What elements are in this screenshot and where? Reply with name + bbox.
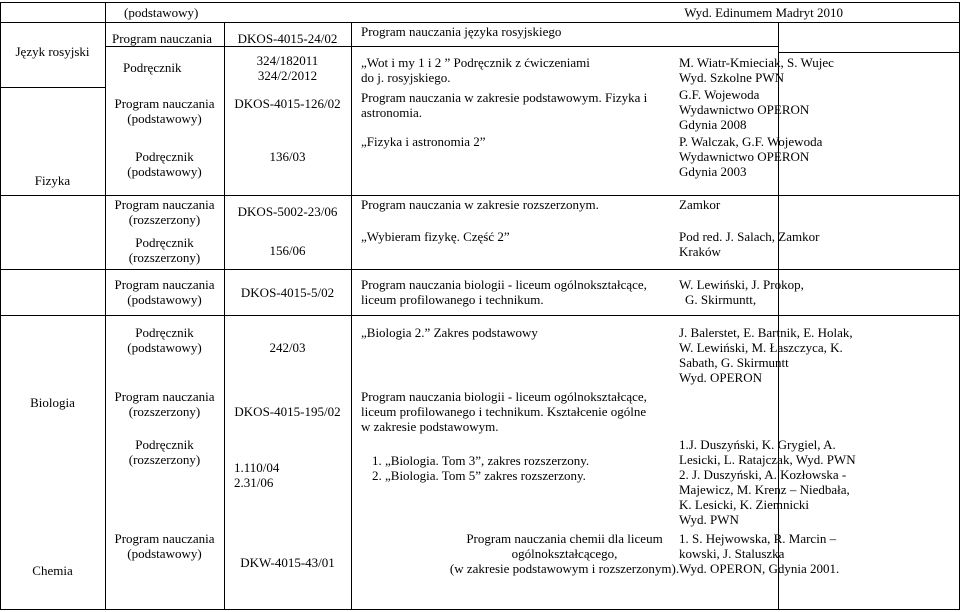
program-title: Program nauczania biologii - liceum ogólnokształcące, liceum profilowanego i technikum.: [361, 277, 647, 307]
subject-russian: Język rosyjski: [15, 44, 90, 59]
author-publisher: G.F. Wojewoda Wydawnictwo OPERON Gdynia 2008: [679, 87, 810, 132]
author-publisher: P. Walczak, G.F. Wojewoda Wydawnictwo OPERON Gdynia 2003: [679, 134, 823, 179]
approval-code: DKOS-4015-195/02: [234, 404, 341, 419]
top-right-publisher: Wyd. Edinumem Madryt 2010: [684, 5, 843, 20]
textbook-title: „Biologia 2.” Zakres podstawowy: [361, 325, 538, 340]
type-cell: Program nauczania (rozszerzony): [114, 197, 215, 227]
approval-code: 242/03: [269, 340, 306, 355]
approval-code: 1.110/04 2.31/06: [234, 460, 280, 490]
row-divider: [0, 87, 105, 88]
approval-code: DKW-4015-43/01: [240, 555, 335, 570]
type-cell: Podręcznik (podstawowy): [127, 325, 202, 355]
textbook-title: 1. „Biologia. Tom 3”, zakres rozszerzony. 2. „Biologia. Tom 5” zakres rozszerzony.: [372, 453, 590, 483]
col-divider: [0, 2, 1, 610]
subject-chemistry: Chemia: [32, 563, 73, 578]
author-publisher: 1.J. Duszyński, K. Grygiel, A. Lesicki, L. Ratajczak, Wyd. PWN 2. J. Duszyński, A. Kozłowska - Majewicz, M. Krenz – Niedbała, K. Lesicki, K. Ziemnicki Wyd. PWN: [679, 437, 856, 527]
row-divider: [105, 46, 778, 47]
program-title: Program nauczania w zakresie podstawowym. Fizyka i astronomia.: [361, 90, 648, 120]
author-publisher: M. Wiatr-Kmieciak, S. Wujec Wyd. Szkolne PWN: [679, 55, 834, 85]
author-publisher: 1. S. Hejwowska, R. Marcin – kowski, J. Staluszka Wyd. OPERON, Gdynia 2001.: [679, 531, 840, 576]
subject-biology: Biologia: [30, 395, 75, 410]
approval-code: DKOS-4015-5/02: [240, 285, 335, 300]
author-publisher: Pod red. J. Salach, Zamkor Kraków: [679, 229, 820, 259]
type-cell: Program nauczania (rozszerzony): [114, 389, 215, 419]
approval-code: 136/03: [269, 149, 306, 164]
type-cell: Podręcznik (podstawowy): [127, 149, 202, 179]
type-cell: Podręcznik (rozszerzony): [128, 437, 201, 467]
row-divider: [0, 269, 960, 270]
textbook-title: „Wot i my 1 i 2 ” Podręcznik z ćwiczeniami do j. rosyjskiego.: [361, 55, 590, 85]
textbook-title: „Wybieram fizykę. Część 2”: [361, 229, 510, 244]
author-publisher: J. Balerstet, E. Bartnik, E. Holak, W. Lewiński, M. Łaszczyca, K. Sabath, G. Skirmuntt Wyd. OPERON: [679, 325, 853, 385]
type-cell: Program nauczania (podstawowy): [114, 96, 215, 126]
row-divider: [0, 315, 960, 316]
col-divider: [351, 22, 352, 610]
author-publisher: W. Lewiński, J. Prokop, G. Skirmuntt,: [679, 277, 804, 307]
program-title: Program nauczania języka rosyjskiego: [361, 24, 562, 39]
type-cell: Podręcznik (rozszerzony): [128, 235, 201, 265]
approval-code: 324/182011 324/2/2012: [256, 53, 319, 83]
type-cell: Program nauczania (podstawowy): [114, 277, 215, 307]
program-title: Program nauczania chemii dla liceum ogólnokształcącego, (w zakresie podstawowym i rozszerzonym).: [449, 531, 680, 576]
table-bottom-border: [0, 609, 960, 610]
author-publisher: Zamkor: [679, 197, 721, 212]
approval-code: DKOS-5002-23/06: [237, 204, 338, 219]
subject-physics: Fizyka: [34, 173, 71, 188]
textbook-title: „Fizyka i astronomia 2”: [361, 134, 486, 149]
type-cell: Program nauczania (podstawowy): [114, 531, 215, 561]
row-divider: [778, 52, 960, 53]
row-divider: [0, 195, 960, 196]
top-left-text: (podstawowy): [124, 5, 199, 20]
program-title: Program nauczania w zakresie rozszerzonym.: [361, 197, 599, 212]
row-divider: [0, 22, 960, 23]
approval-code: DKOS-4015-24/02: [237, 31, 338, 46]
program-title: Program nauczania biologii - liceum ogólnokształcące, liceum profilowanego i technikum. Kształcenie ogólne w zakresie podstawowym.: [361, 389, 647, 434]
type-cell: Program nauczania: [112, 31, 212, 46]
approval-code: DKOS-4015-126/02: [234, 96, 341, 111]
approval-code: 156/06: [269, 243, 306, 258]
type-cell: Podręcznik: [123, 60, 182, 75]
table-top-border: [0, 2, 960, 3]
